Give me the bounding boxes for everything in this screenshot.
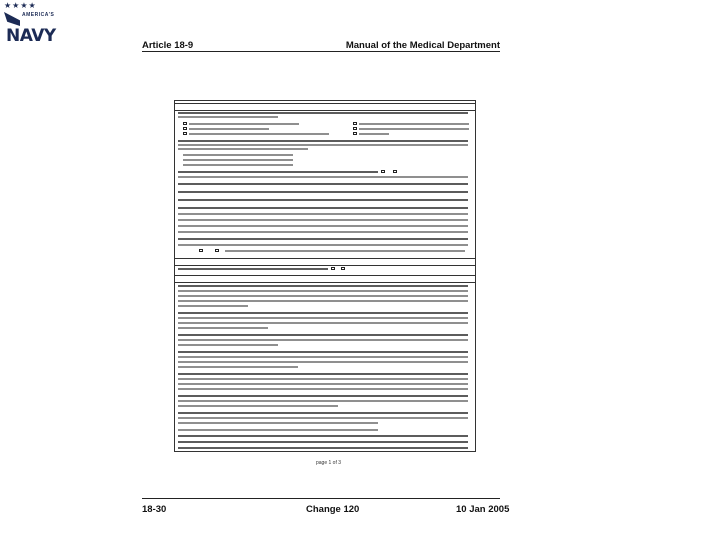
checkbox[interactable] (393, 170, 397, 173)
form-text-line (178, 429, 378, 431)
form-text-line (178, 366, 298, 368)
form-text-line (189, 123, 299, 125)
form-text-line (178, 334, 468, 336)
form-text-line (178, 388, 468, 390)
checkbox[interactable] (353, 127, 357, 130)
form-text-line (178, 305, 248, 307)
eagle-wing-icon (4, 12, 20, 26)
logo-tagline: AMERICA'S (22, 12, 55, 18)
navy-logo (4, 2, 54, 50)
form-text-line (178, 199, 468, 201)
section-header (175, 275, 475, 283)
signature-line[interactable] (178, 441, 468, 443)
article-number: Article 18-9 (142, 40, 194, 51)
form-text-line (178, 219, 468, 221)
form-text-line (178, 238, 468, 240)
form-text-line (178, 144, 468, 146)
form-text-line (183, 159, 293, 161)
form-text-line (178, 268, 328, 270)
form-text-line (225, 250, 465, 252)
medical-board-form (174, 100, 476, 452)
form-text-line (178, 412, 468, 414)
checkbox[interactable] (331, 267, 335, 270)
form-text-line (178, 361, 468, 363)
form-text-line (178, 373, 468, 375)
form-text-line (178, 417, 468, 419)
form-text-line (183, 164, 293, 166)
header-rule (142, 51, 500, 52)
revision-date: 10 Jan 2005 (456, 504, 510, 515)
form-text-line (178, 322, 468, 324)
footer-rule (142, 498, 500, 499)
form-text-line (178, 395, 468, 397)
checkbox[interactable] (215, 249, 219, 252)
form-text-line (178, 383, 468, 385)
signature-line[interactable] (178, 447, 468, 449)
form-text-line (178, 378, 468, 380)
form-text-line (178, 140, 468, 142)
form-text-line (178, 351, 468, 353)
form-text-line (178, 171, 378, 173)
form-text-line (178, 317, 468, 319)
form-text-line (178, 191, 468, 193)
checkbox[interactable] (353, 132, 357, 135)
form-text-line (178, 422, 378, 424)
form-text-line (178, 176, 468, 178)
form-text-line (189, 128, 269, 130)
checkbox[interactable] (341, 267, 345, 270)
signature-line[interactable] (178, 435, 468, 437)
checkbox[interactable] (199, 249, 203, 252)
form-text-line (178, 285, 468, 287)
form-text-line (178, 327, 268, 329)
form-text-line (178, 344, 278, 346)
form-text-line (178, 116, 278, 118)
form-text-line (178, 405, 338, 407)
form-text-line (178, 339, 468, 341)
logo-wordmark: NAVY (6, 26, 56, 46)
form-text-line (183, 154, 293, 156)
form-text-line (178, 112, 468, 114)
form-text-line (178, 183, 468, 185)
form-text-line (178, 244, 468, 246)
form-text-line (178, 400, 468, 402)
form-text-line (178, 231, 468, 233)
form-text-line (178, 312, 468, 314)
form-text-line (178, 207, 468, 209)
section-header (175, 258, 475, 266)
form-text-line (178, 148, 308, 150)
stars-icon: ★★★★ (4, 1, 37, 10)
form-text-line (178, 295, 468, 297)
form-text-line (178, 213, 468, 215)
form-text-line (178, 356, 468, 358)
form-text-line (189, 133, 329, 135)
form-text-line (359, 128, 469, 130)
section-header (175, 103, 475, 111)
manual-title: Manual of the Medical Department (345, 40, 500, 51)
checkbox[interactable] (183, 122, 187, 125)
form-text-line (178, 290, 468, 292)
page-number: 18-30 (142, 504, 167, 515)
form-text-line (178, 225, 468, 227)
form-page-number: page 1 of 3 (316, 460, 342, 466)
checkbox[interactable] (183, 127, 187, 130)
form-text-line (359, 133, 389, 135)
checkbox[interactable] (381, 170, 385, 173)
form-text-line (178, 300, 468, 302)
form-text-line (359, 123, 469, 125)
change-number: Change 120 (306, 504, 360, 515)
checkbox[interactable] (353, 122, 357, 125)
checkbox[interactable] (183, 132, 187, 135)
